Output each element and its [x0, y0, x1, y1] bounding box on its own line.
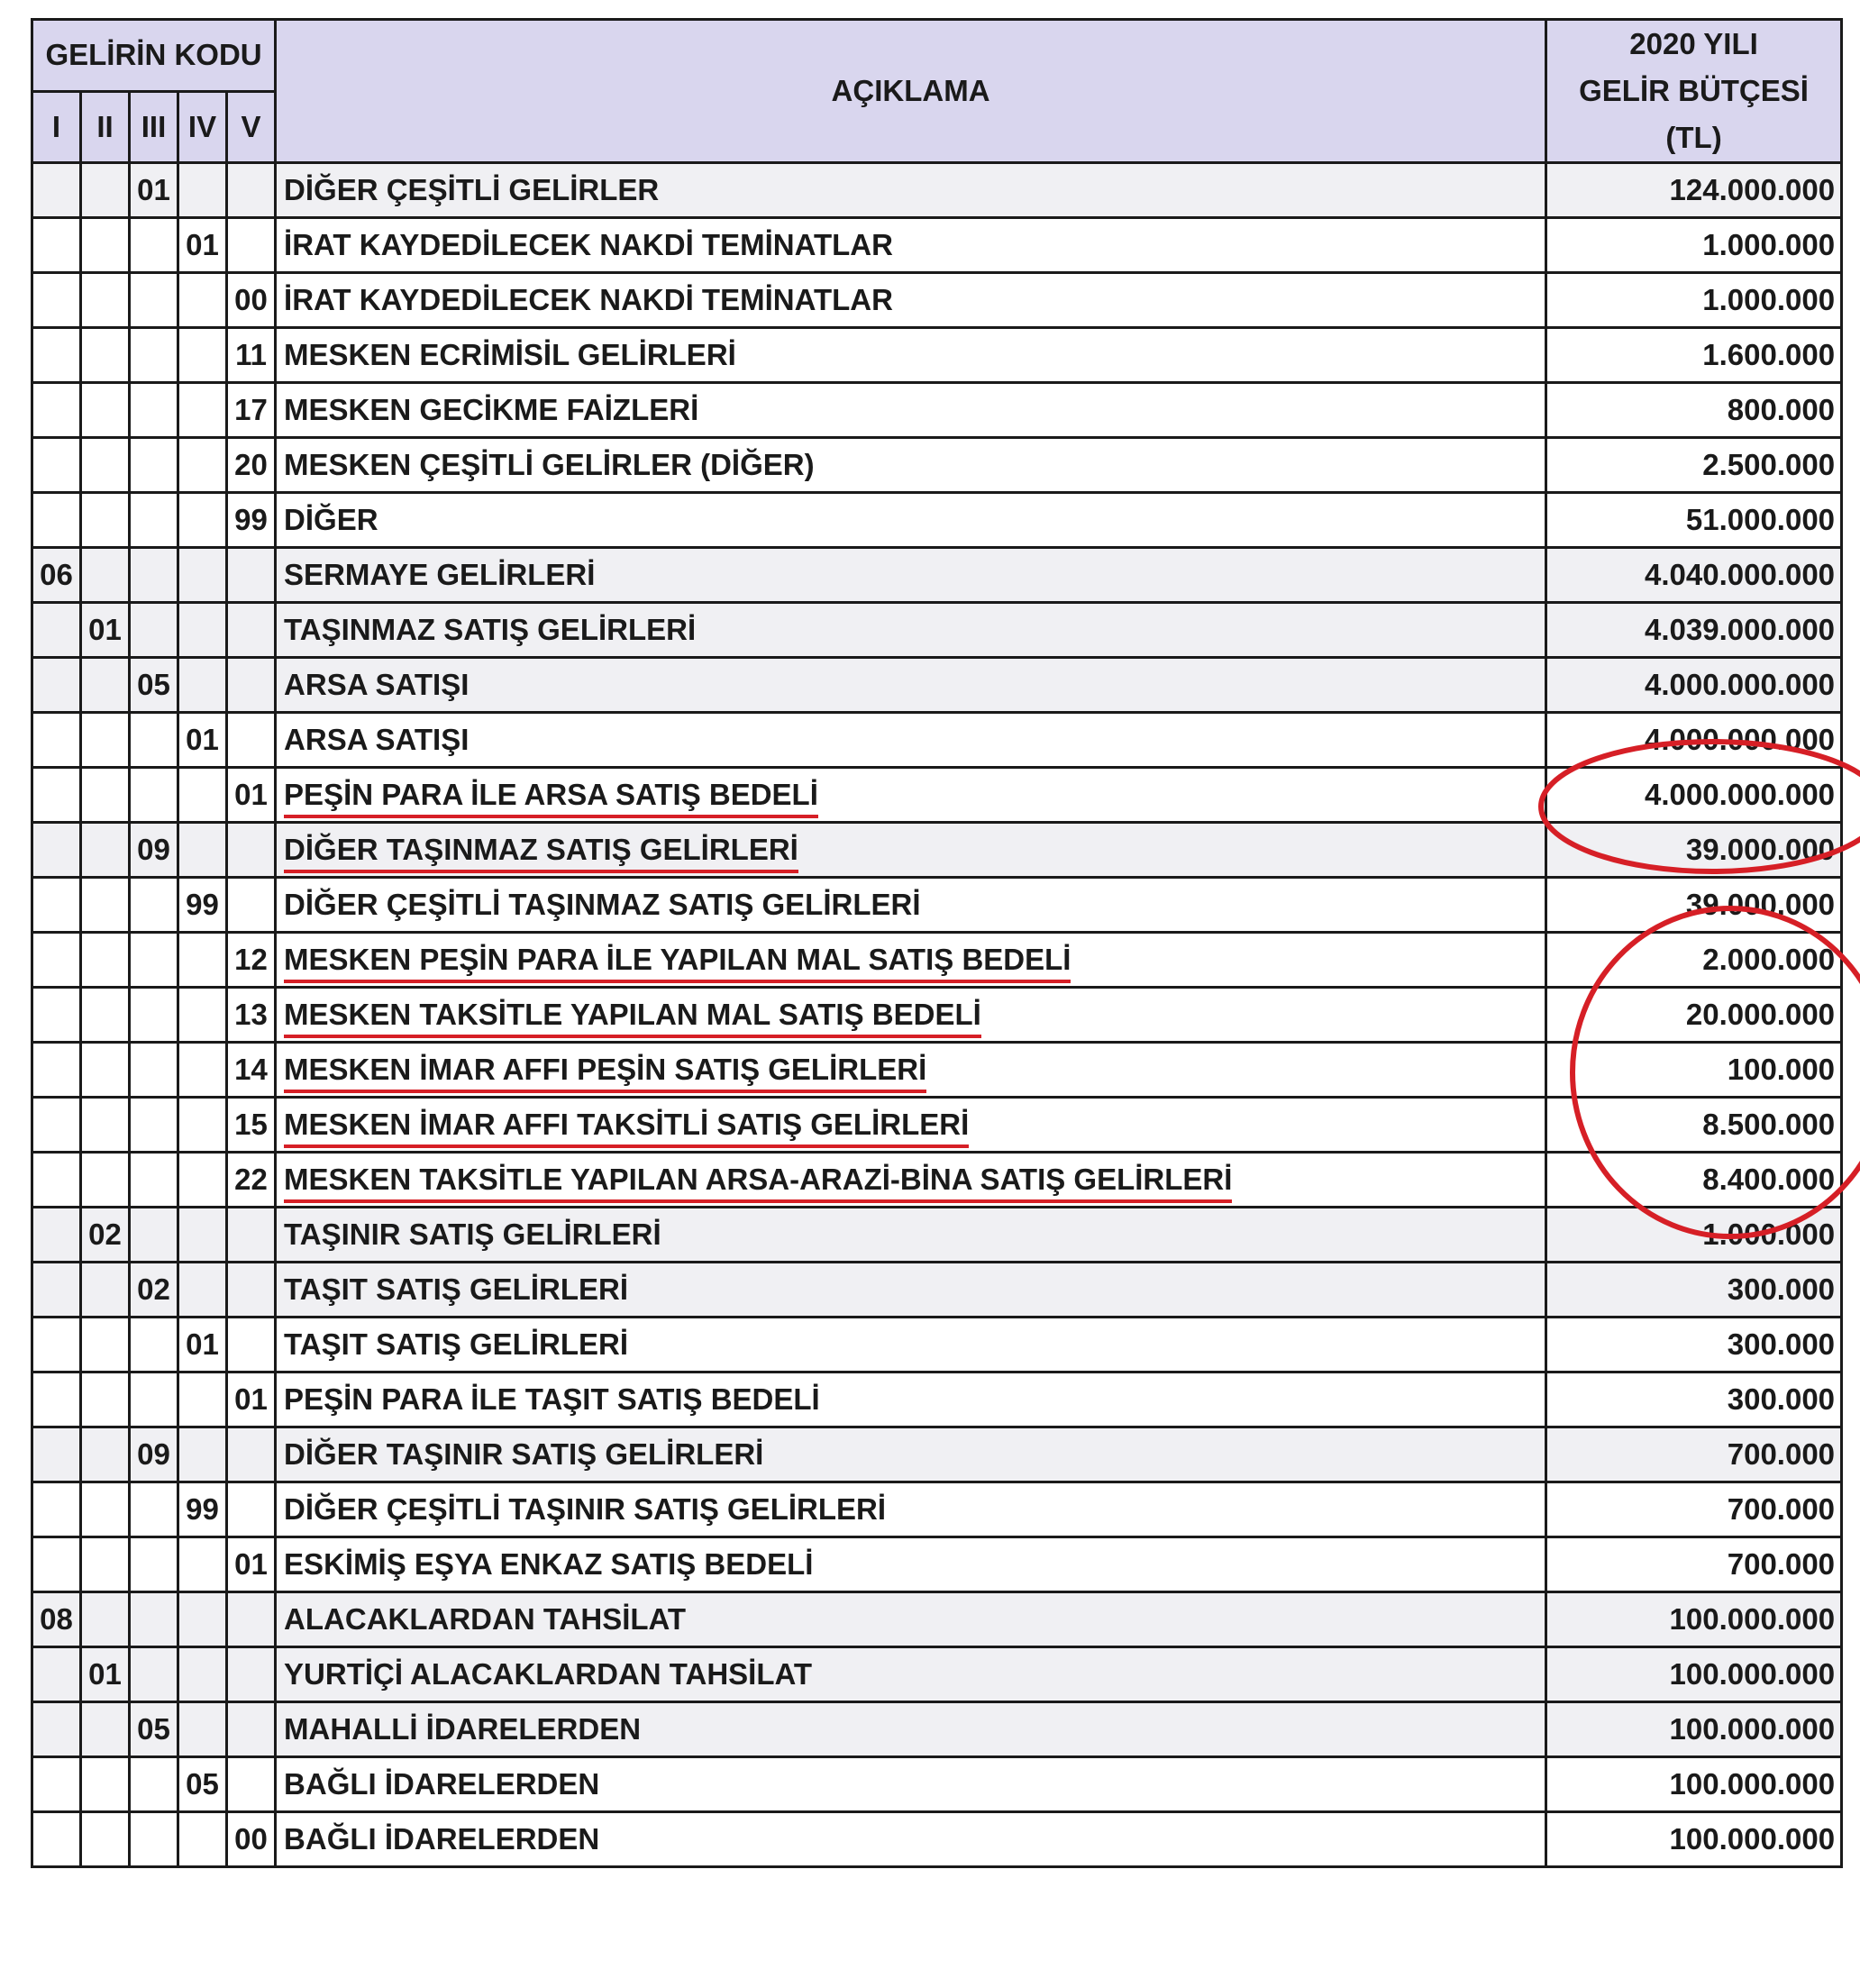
description-text: DİĞER	[284, 503, 378, 536]
description-cell	[276, 1098, 1546, 1153]
amount-cell: 300.000	[1546, 1263, 1842, 1318]
description-text: ESKİMİŞ EŞYA ENKAZ SATIŞ BEDELİ	[284, 1547, 814, 1581]
code-cell-i	[32, 1757, 81, 1812]
code-cell-ii	[81, 493, 130, 548]
description-cell	[276, 1208, 1546, 1263]
description-cell	[276, 658, 1546, 713]
code-cell-v	[227, 878, 276, 933]
amount-cell: 100.000.000	[1546, 1757, 1842, 1812]
amount-cell: 1.000.000	[1546, 1208, 1842, 1263]
amount-cell: 2.500.000	[1546, 438, 1842, 493]
table-header	[32, 20, 1842, 163]
code-cell-v	[227, 548, 276, 603]
code-cell-iii	[130, 1482, 178, 1537]
code-cell-i	[32, 1647, 81, 1702]
code-cell-iii: 01	[130, 163, 178, 218]
code-cell-iv	[178, 988, 227, 1043]
level-header-ii: II	[81, 91, 130, 163]
code-cell-i	[32, 713, 81, 768]
amount-cell: 700.000	[1546, 1537, 1842, 1592]
description-text: TAŞINMAZ SATIŞ GELİRLERİ	[284, 613, 697, 646]
description-cell	[276, 988, 1546, 1043]
code-cell-iv: 99	[178, 878, 227, 933]
description-cell	[276, 768, 1546, 823]
code-cell-ii	[81, 878, 130, 933]
description-text: MESKEN TAKSİTLE YAPILAN ARSA-ARAZİ-BİNA SATIŞ GELİRLERİ	[284, 1163, 1232, 1203]
table-row	[32, 988, 1842, 1043]
code-cell-ii	[81, 1702, 130, 1757]
code-cell-v: 99	[227, 493, 276, 548]
code-cell-v: 01	[227, 1372, 276, 1427]
description-text: MAHALLİ İDARELERDEN	[284, 1712, 642, 1746]
code-cell-ii	[81, 328, 130, 383]
table-row	[32, 218, 1842, 273]
code-cell-ii: 01	[81, 1647, 130, 1702]
description-cell	[276, 273, 1546, 328]
amount-cell: 100.000.000	[1546, 1702, 1842, 1757]
description-text: DİĞER ÇEŞİTLİ TAŞINIR SATIŞ GELİRLERİ	[284, 1492, 887, 1526]
code-cell-v: 12	[227, 933, 276, 988]
code-cell-iv	[178, 1153, 227, 1208]
code-cell-ii	[81, 1427, 130, 1482]
code-cell-ii	[81, 383, 130, 438]
code-cell-iv	[178, 493, 227, 548]
code-cell-ii	[81, 823, 130, 878]
code-cell-iii: 05	[130, 658, 178, 713]
code-cell-i	[32, 1482, 81, 1537]
code-cell-iv: 01	[178, 713, 227, 768]
level-header-i: I	[32, 91, 81, 163]
code-cell-iii	[130, 1592, 178, 1647]
amount-cell: 4.040.000.000	[1546, 548, 1842, 603]
code-cell-ii	[81, 1153, 130, 1208]
table-row	[32, 1153, 1842, 1208]
code-cell-iv	[178, 548, 227, 603]
code-cell-i	[32, 493, 81, 548]
description-text: MESKEN İMAR AFFI TAKSİTLİ SATIŞ GELİRLERİ	[284, 1108, 969, 1148]
code-cell-iv	[178, 1702, 227, 1757]
amount-cell: 1.000.000	[1546, 218, 1842, 273]
code-cell-v: 15	[227, 1098, 276, 1153]
code-cell-ii: 02	[81, 1208, 130, 1263]
amount-cell: 4.000.000.000	[1546, 713, 1842, 768]
code-cell-i	[32, 1702, 81, 1757]
code-cell-i	[32, 1263, 81, 1318]
table-row	[32, 493, 1842, 548]
table-body	[32, 163, 1842, 1867]
code-cell-i	[32, 768, 81, 823]
code-cell-v	[227, 1427, 276, 1482]
code-cell-iii	[130, 493, 178, 548]
description-cell	[276, 1043, 1546, 1098]
code-cell-iii	[130, 548, 178, 603]
amount-cell: 1.000.000	[1546, 273, 1842, 328]
code-cell-i	[32, 1318, 81, 1372]
code-cell-v: 20	[227, 438, 276, 493]
code-cell-iii	[130, 988, 178, 1043]
code-cell-iii	[130, 328, 178, 383]
description-text: TAŞINIR SATIŞ GELİRLERİ	[284, 1217, 661, 1251]
code-cell-iv	[178, 1537, 227, 1592]
description-cell	[276, 163, 1546, 218]
amount-cell: 20.000.000	[1546, 988, 1842, 1043]
code-cell-iv	[178, 1372, 227, 1427]
table-row	[32, 273, 1842, 328]
amount-cell: 700.000	[1546, 1482, 1842, 1537]
amount-cell: 8.400.000	[1546, 1153, 1842, 1208]
table-row	[32, 933, 1842, 988]
code-cell-v: 00	[227, 1812, 276, 1867]
amount-cell: 4.039.000.000	[1546, 603, 1842, 658]
code-cell-v: 00	[227, 273, 276, 328]
code-cell-iii	[130, 933, 178, 988]
code-cell-iii	[130, 1647, 178, 1702]
description-cell	[276, 1153, 1546, 1208]
amount-cell: 8.500.000	[1546, 1098, 1842, 1153]
code-cell-ii	[81, 1043, 130, 1098]
code-cell-v: 01	[227, 1537, 276, 1592]
description-text: ALACAKLARDAN TAHSİLAT	[284, 1602, 687, 1636]
code-cell-i	[32, 218, 81, 273]
amount-cell: 100.000.000	[1546, 1812, 1842, 1867]
code-cell-iv	[178, 438, 227, 493]
table-row	[32, 383, 1842, 438]
description-cell	[276, 1812, 1546, 1867]
description-cell	[276, 713, 1546, 768]
code-cell-i	[32, 1372, 81, 1427]
code-cell-iv	[178, 163, 227, 218]
description-cell	[276, 1427, 1546, 1482]
description-cell	[276, 548, 1546, 603]
amount-cell: 39.000.000	[1546, 878, 1842, 933]
code-cell-iii	[130, 218, 178, 273]
code-cell-v	[227, 163, 276, 218]
code-cell-ii	[81, 1263, 130, 1318]
code-cell-v: 11	[227, 328, 276, 383]
table-row	[32, 1702, 1842, 1757]
revenue-budget-table	[31, 18, 1843, 1868]
code-cell-iii: 09	[130, 823, 178, 878]
code-cell-iv: 01	[178, 218, 227, 273]
description-text: PEŞİN PARA İLE ARSA SATIŞ BEDELİ	[284, 778, 818, 818]
description-cell	[276, 1318, 1546, 1372]
table-row	[32, 548, 1842, 603]
code-cell-iv	[178, 1043, 227, 1098]
table-row	[32, 1757, 1842, 1812]
code-cell-ii	[81, 548, 130, 603]
description-text: BAĞLI İDARELERDEN	[284, 1767, 600, 1801]
code-cell-iii	[130, 1537, 178, 1592]
code-cell-iv	[178, 328, 227, 383]
description-text: YURTİÇİ ALACAKLARDAN TAHSİLAT	[284, 1657, 813, 1691]
description-text: MESKEN ÇEŞİTLİ GELİRLER (DİĞER)	[284, 448, 815, 481]
table-row	[32, 1208, 1842, 1263]
table-row	[32, 768, 1842, 823]
description-text: DİĞER ÇEŞİTLİ TAŞINMAZ SATIŞ GELİRLERİ	[284, 888, 921, 921]
table-row	[32, 1427, 1842, 1482]
code-cell-i	[32, 878, 81, 933]
code-cell-i	[32, 1153, 81, 1208]
code-cell-v	[227, 218, 276, 273]
code-cell-ii	[81, 438, 130, 493]
description-cell	[276, 878, 1546, 933]
code-cell-iii	[130, 1153, 178, 1208]
amount-cell: 1.600.000	[1546, 328, 1842, 383]
description-text: TAŞIT SATIŞ GELİRLERİ	[284, 1272, 628, 1306]
code-cell-iv	[178, 768, 227, 823]
code-cell-v	[227, 823, 276, 878]
description-text: İRAT KAYDEDİLECEK NAKDİ TEMİNATLAR	[284, 283, 893, 316]
code-cell-i: 08	[32, 1592, 81, 1647]
level-header-v: V	[227, 91, 276, 163]
code-cell-i	[32, 273, 81, 328]
table-row	[32, 328, 1842, 383]
description-cell	[276, 1592, 1546, 1647]
description-cell	[276, 438, 1546, 493]
code-cell-ii	[81, 988, 130, 1043]
code-cell-iv: 05	[178, 1757, 227, 1812]
amount-cell: 4.000.000.000	[1546, 658, 1842, 713]
description-cell	[276, 1263, 1546, 1318]
code-cell-i	[32, 1208, 81, 1263]
code-cell-ii	[81, 1098, 130, 1153]
description-text: ARSA SATIŞI	[284, 668, 470, 701]
code-cell-iv: 99	[178, 1482, 227, 1537]
table-row	[32, 658, 1842, 713]
description-text: DİĞER TAŞINMAZ SATIŞ GELİRLERİ	[284, 833, 798, 873]
code-cell-iii	[130, 1098, 178, 1153]
description-text: MESKEN GECİKME FAİZLERİ	[284, 393, 699, 426]
code-cell-v	[227, 1482, 276, 1537]
table-row	[32, 1098, 1842, 1153]
description-text: SERMAYE GELİRLERİ	[284, 558, 596, 591]
code-cell-ii	[81, 1592, 130, 1647]
code-cell-ii	[81, 1372, 130, 1427]
table-row	[32, 1043, 1842, 1098]
amount-cell: 700.000	[1546, 1427, 1842, 1482]
code-cell-ii	[81, 713, 130, 768]
code-cell-iii	[130, 273, 178, 328]
description-text: DİĞER ÇEŞİTLİ GELİRLER	[284, 173, 660, 206]
description-text: İRAT KAYDEDİLECEK NAKDİ TEMİNATLAR	[284, 228, 893, 261]
code-cell-iv	[178, 1427, 227, 1482]
description-text: MESKEN İMAR AFFI PEŞİN SATIŞ GELİRLERİ	[284, 1053, 926, 1093]
table-row	[32, 878, 1842, 933]
code-cell-v	[227, 1702, 276, 1757]
code-cell-v	[227, 1647, 276, 1702]
code-cell-ii	[81, 1318, 130, 1372]
code-cell-ii	[81, 1537, 130, 1592]
budget-2020-header	[1546, 20, 1842, 163]
code-cell-v	[227, 658, 276, 713]
table-row	[32, 163, 1842, 218]
table-row	[32, 1318, 1842, 1372]
code-cell-iv	[178, 603, 227, 658]
code-cell-v: 14	[227, 1043, 276, 1098]
table-row	[32, 1482, 1842, 1537]
amount-cell: 4.000.000.000	[1546, 768, 1842, 823]
description-text: PEŞİN PARA İLE TAŞIT SATIŞ BEDELİ	[284, 1382, 820, 1416]
table-row	[32, 1263, 1842, 1318]
code-cell-ii	[81, 218, 130, 273]
table-row	[32, 603, 1842, 658]
description-cell	[276, 1702, 1546, 1757]
code-cell-v	[227, 603, 276, 658]
code-cell-iv	[178, 1812, 227, 1867]
description-cell	[276, 1372, 1546, 1427]
code-cell-iii	[130, 1757, 178, 1812]
description-header: AÇIKLAMA	[276, 20, 1546, 163]
table-row	[32, 713, 1842, 768]
code-cell-ii	[81, 1482, 130, 1537]
code-cell-iii	[130, 1208, 178, 1263]
code-cell-iv	[178, 658, 227, 713]
code-cell-ii	[81, 768, 130, 823]
code-cell-ii	[81, 658, 130, 713]
code-cell-v	[227, 1592, 276, 1647]
description-cell	[276, 1757, 1546, 1812]
code-cell-iv	[178, 383, 227, 438]
description-cell	[276, 823, 1546, 878]
code-cell-iii	[130, 1812, 178, 1867]
code-cell-i	[32, 1812, 81, 1867]
code-cell-iv	[178, 933, 227, 988]
description-text: ARSA SATIŞI	[284, 723, 470, 756]
code-cell-iii	[130, 713, 178, 768]
code-cell-v	[227, 1263, 276, 1318]
description-text: MESKEN PEŞİN PARA İLE YAPILAN MAL SATIŞ BEDELİ	[284, 943, 1071, 983]
code-cell-i	[32, 383, 81, 438]
code-cell-i	[32, 658, 81, 713]
description-cell	[276, 1537, 1546, 1592]
code-cell-ii	[81, 933, 130, 988]
table-row	[32, 1372, 1842, 1427]
amount-cell: 100.000.000	[1546, 1647, 1842, 1702]
code-cell-iii: 05	[130, 1702, 178, 1757]
code-cell-v	[227, 1208, 276, 1263]
code-cell-i	[32, 163, 81, 218]
code-cell-i	[32, 603, 81, 658]
description-cell	[276, 218, 1546, 273]
code-cell-iv	[178, 823, 227, 878]
budget-header-line-3: (TL)	[1665, 121, 1722, 154]
table-row	[32, 1592, 1842, 1647]
code-cell-iii	[130, 603, 178, 658]
description-text: DİĞER TAŞINIR SATIŞ GELİRLERİ	[284, 1437, 764, 1471]
description-text: TAŞIT SATIŞ GELİRLERİ	[284, 1327, 628, 1361]
amount-cell: 39.000.000	[1546, 823, 1842, 878]
table-row	[32, 1812, 1842, 1867]
code-cell-iii	[130, 438, 178, 493]
amount-cell: 124.000.000	[1546, 163, 1842, 218]
code-cell-ii	[81, 273, 130, 328]
code-cell-i	[32, 1537, 81, 1592]
description-cell	[276, 933, 1546, 988]
code-cell-iii	[130, 1318, 178, 1372]
code-cell-ii: 01	[81, 603, 130, 658]
amount-cell: 100.000	[1546, 1043, 1842, 1098]
code-cell-i	[32, 438, 81, 493]
amount-cell: 2.000.000	[1546, 933, 1842, 988]
budget-header-line-1: 2020 YILI	[1629, 27, 1758, 60]
description-cell	[276, 493, 1546, 548]
code-cell-i	[32, 1427, 81, 1482]
code-cell-iv	[178, 1592, 227, 1647]
code-cell-v	[227, 713, 276, 768]
description-cell	[276, 383, 1546, 438]
code-cell-ii	[81, 1812, 130, 1867]
code-cell-iv	[178, 1647, 227, 1702]
amount-cell: 300.000	[1546, 1318, 1842, 1372]
level-header-iii: III	[130, 91, 178, 163]
code-cell-i	[32, 823, 81, 878]
table-row	[32, 1647, 1842, 1702]
budget-header-line-2: GELİR BÜTÇESİ	[1579, 74, 1809, 107]
code-cell-i	[32, 1043, 81, 1098]
code-cell-iv	[178, 273, 227, 328]
code-cell-iv: 01	[178, 1318, 227, 1372]
code-cell-iv	[178, 1208, 227, 1263]
code-cell-iv	[178, 1098, 227, 1153]
code-cell-i	[32, 988, 81, 1043]
amount-cell: 800.000	[1546, 383, 1842, 438]
amount-cell: 300.000	[1546, 1372, 1842, 1427]
code-cell-ii	[81, 163, 130, 218]
amount-cell: 100.000.000	[1546, 1592, 1842, 1647]
description-text: BAĞLI İDARELERDEN	[284, 1822, 600, 1856]
level-header-iv: IV	[178, 91, 227, 163]
code-cell-iii	[130, 383, 178, 438]
table-row	[32, 823, 1842, 878]
code-cell-v	[227, 1757, 276, 1812]
code-cell-i: 06	[32, 548, 81, 603]
description-cell	[276, 603, 1546, 658]
description-cell	[276, 1647, 1546, 1702]
description-cell	[276, 328, 1546, 383]
code-cell-v: 01	[227, 768, 276, 823]
code-cell-v: 13	[227, 988, 276, 1043]
code-cell-v: 22	[227, 1153, 276, 1208]
code-cell-iii	[130, 1372, 178, 1427]
code-cell-i	[32, 933, 81, 988]
amount-cell: 51.000.000	[1546, 493, 1842, 548]
table-row	[32, 438, 1842, 493]
code-cell-iv	[178, 1263, 227, 1318]
code-cell-iii	[130, 768, 178, 823]
revenue-code-group-header: GELİRİN KODU	[32, 20, 276, 92]
code-cell-i	[32, 1098, 81, 1153]
code-cell-iii	[130, 878, 178, 933]
description-text: MESKEN ECRİMİSİL GELİRLERİ	[284, 338, 736, 371]
code-cell-iii: 02	[130, 1263, 178, 1318]
code-cell-iii: 09	[130, 1427, 178, 1482]
code-cell-v: 17	[227, 383, 276, 438]
description-text: MESKEN TAKSİTLE YAPILAN MAL SATIŞ BEDELİ	[284, 998, 981, 1038]
code-cell-v	[227, 1318, 276, 1372]
code-cell-i	[32, 328, 81, 383]
code-cell-ii	[81, 1757, 130, 1812]
code-cell-iii	[130, 1043, 178, 1098]
description-cell	[276, 1482, 1546, 1537]
table-row	[32, 1537, 1842, 1592]
